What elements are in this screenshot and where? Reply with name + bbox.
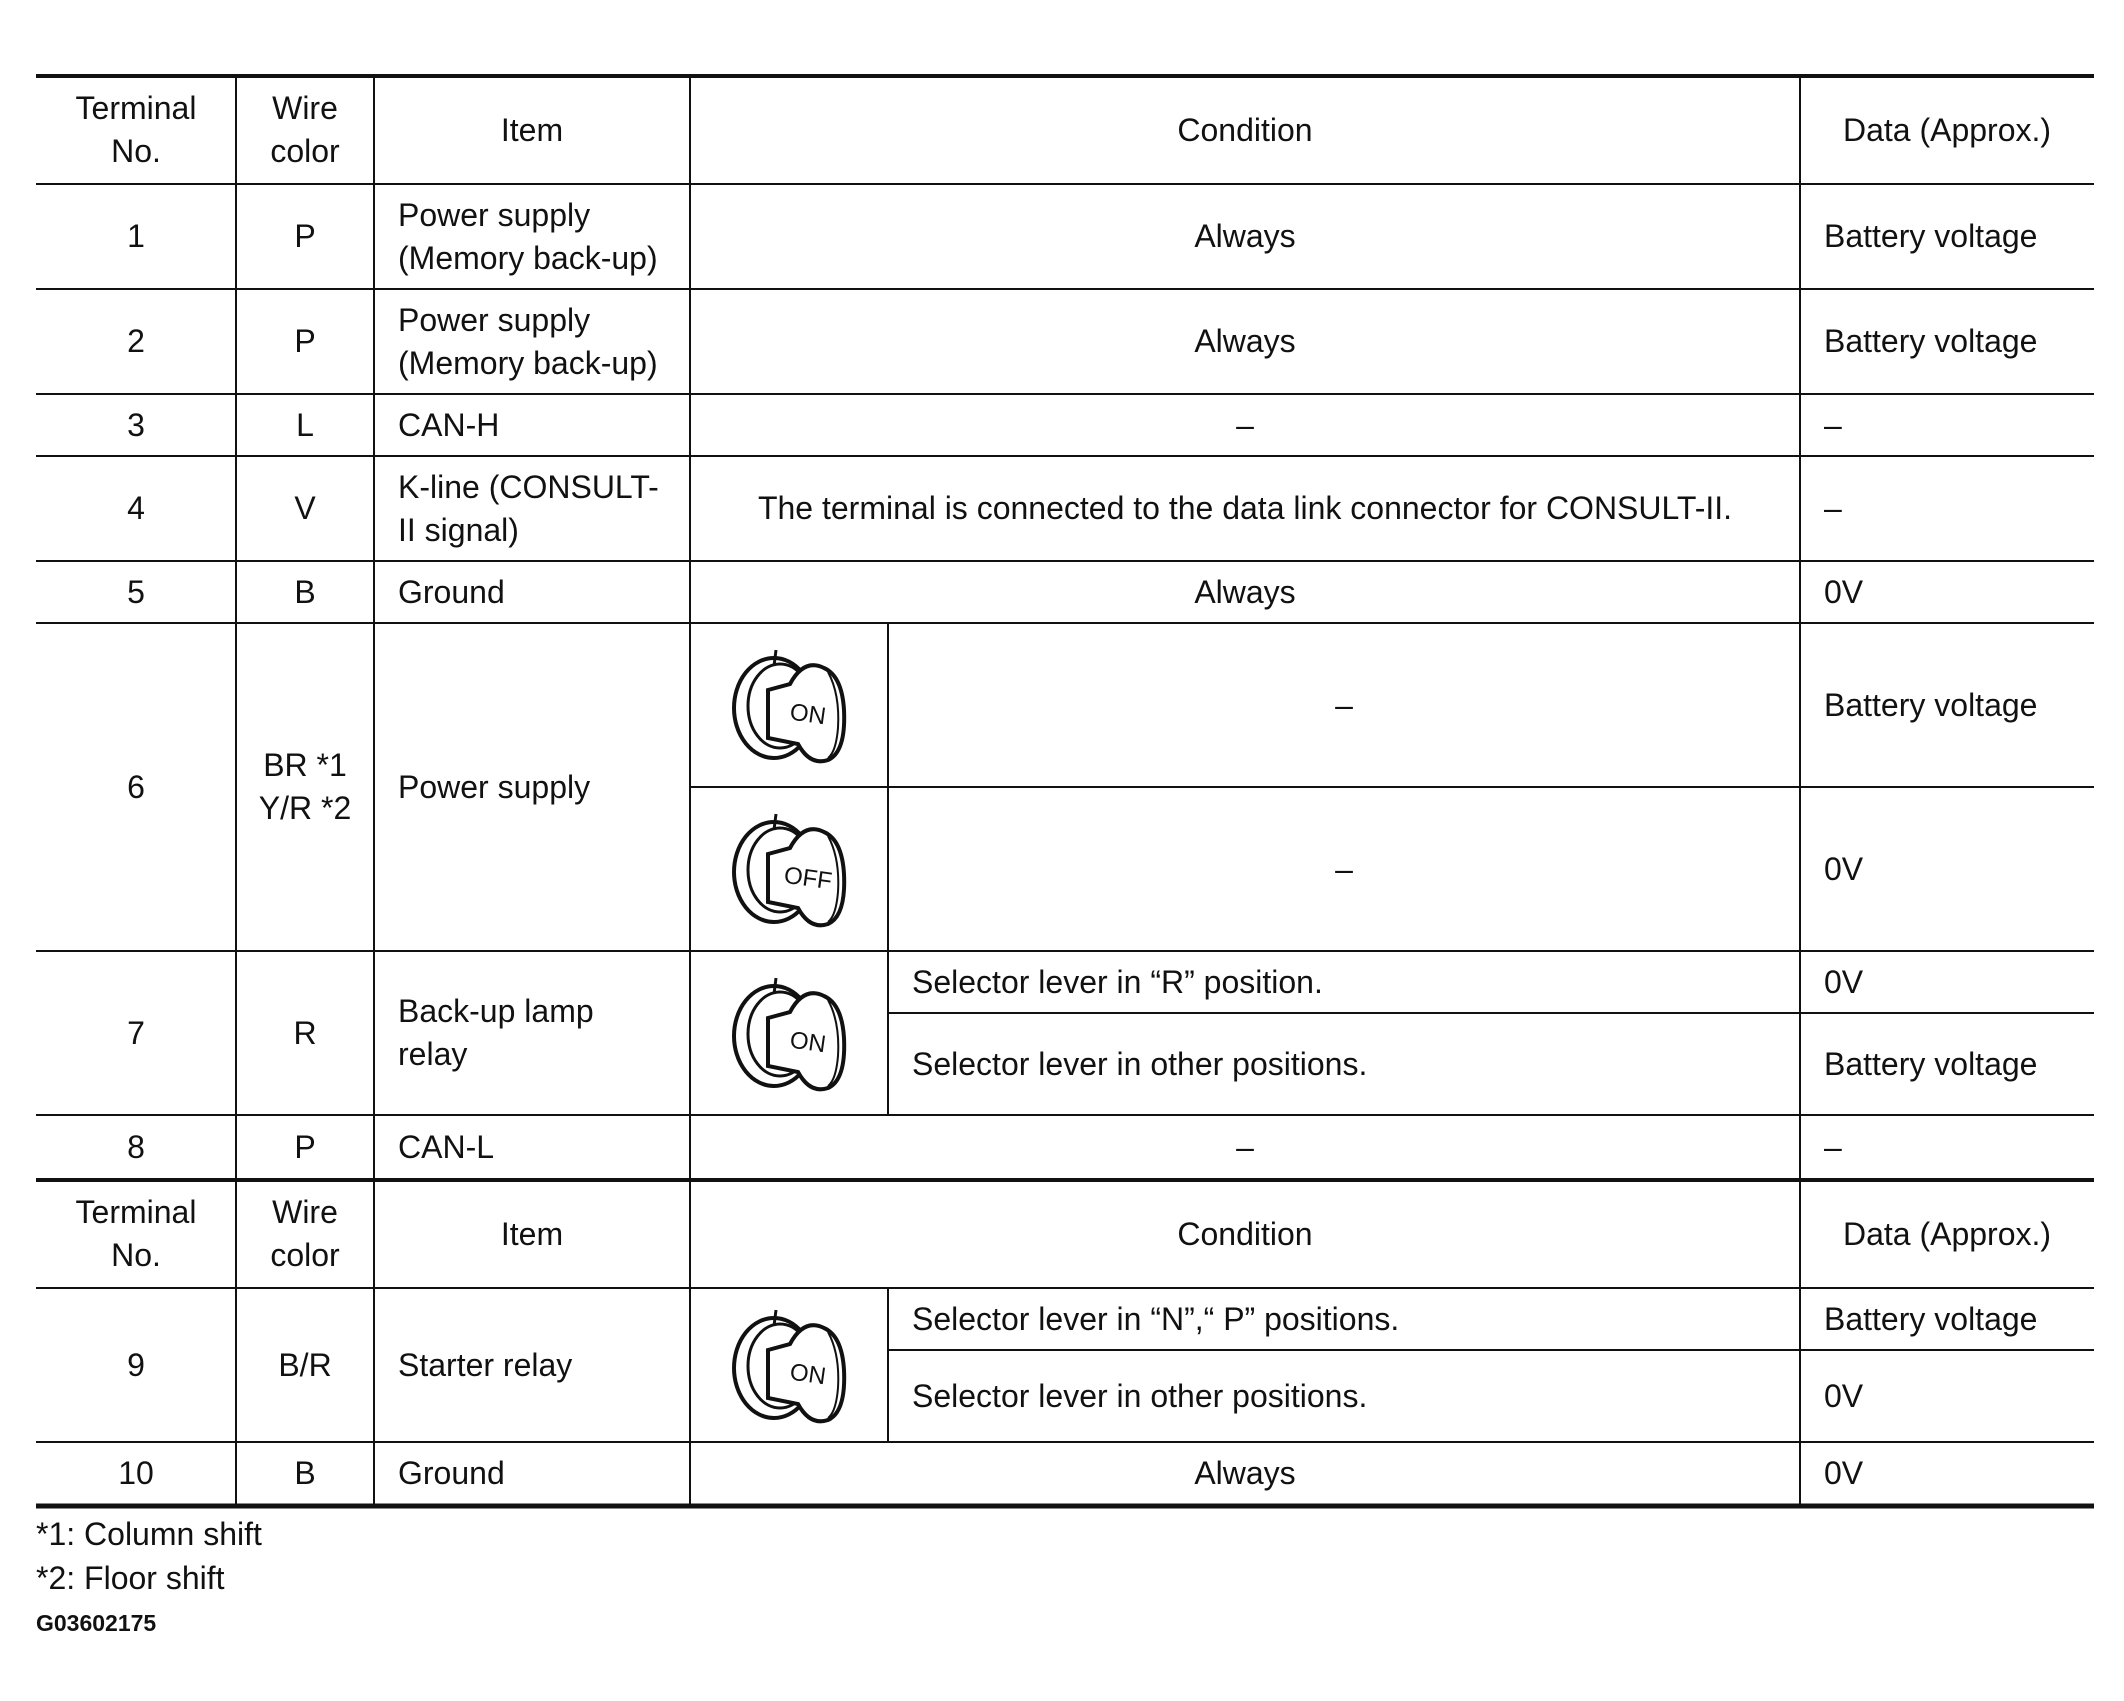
data-value: Battery voltage xyxy=(1824,1300,2038,1337)
ignition-key-icon xyxy=(724,1300,854,1430)
condition: The terminal is connected to the data link connector for CONSULT-II. xyxy=(757,490,1733,526)
key-position-label: ON xyxy=(788,698,828,731)
item-name: Starter relay xyxy=(398,1346,573,1383)
condition: Selector lever in other positions. xyxy=(912,1045,1368,1082)
data-value: Battery voltage xyxy=(1824,686,2038,723)
wire-color: B/R xyxy=(278,1346,332,1383)
condition: Always xyxy=(1194,1454,1296,1491)
terminal-no: 7 xyxy=(127,1014,145,1051)
data-value: – xyxy=(1824,1129,1842,1165)
item-name: Power supply xyxy=(398,768,591,805)
item-name: Ground xyxy=(398,573,505,610)
condition: – xyxy=(1335,686,1353,723)
header-item: Item xyxy=(500,1215,564,1252)
condition: Selector lever in “N”,“ P” positions. xyxy=(912,1300,1400,1337)
terminal-no: 9 xyxy=(127,1346,145,1383)
item-name: Power supply (Memory back-up) xyxy=(398,196,658,276)
terminal-no: 1 xyxy=(127,218,145,254)
header-condition: Condition xyxy=(1177,1215,1313,1252)
key-position-label: ON xyxy=(788,1026,828,1059)
ignition-key-icon xyxy=(724,968,854,1098)
terminal-no: 8 xyxy=(127,1129,145,1165)
wire-color: V xyxy=(294,490,316,526)
terminal-no: 6 xyxy=(127,768,145,805)
key-position-label: OFF xyxy=(782,861,834,896)
key-position-label: ON xyxy=(788,1358,828,1391)
data-value: 0V xyxy=(1824,573,1864,610)
condition: Selector lever in “R” position. xyxy=(912,963,1323,1000)
data-value: 0V xyxy=(1824,1454,1864,1491)
terminal-no: 4 xyxy=(127,490,145,526)
terminal-no: 10 xyxy=(118,1454,154,1491)
data-value: 0V xyxy=(1824,1377,1864,1414)
data-value: – xyxy=(1824,406,1842,443)
wire-color: P xyxy=(294,218,316,254)
condition: – xyxy=(1236,1129,1254,1165)
item-name: Power supply (Memory back-up) xyxy=(398,301,658,381)
data-value: 0V xyxy=(1824,963,1864,1000)
ignition-key-icon xyxy=(724,804,854,934)
header-wire-color: Wire color xyxy=(270,90,340,169)
wire-color: B xyxy=(294,573,316,610)
item-name: K-line (CONSULT- II signal) xyxy=(398,468,659,548)
condition: Always xyxy=(1194,573,1296,610)
terminal-no: 3 xyxy=(127,406,145,443)
item-name: CAN-H xyxy=(398,406,500,443)
data-value: Battery voltage xyxy=(1824,1045,2038,1082)
data-value: 0V xyxy=(1824,850,1864,887)
condition: Selector lever in other positions. xyxy=(912,1377,1368,1414)
data-value: – xyxy=(1824,490,1842,526)
condition: – xyxy=(1236,406,1254,443)
wire-color: P xyxy=(294,323,316,359)
wire-color: L xyxy=(296,406,314,443)
footnote-column-shift: *1: Column shift xyxy=(36,1516,262,1552)
terminal-table xyxy=(36,74,2094,1509)
wire-color: B xyxy=(294,1454,316,1491)
header-item: Item xyxy=(500,111,564,148)
item-name: Ground xyxy=(398,1454,505,1491)
wire-color: P xyxy=(294,1129,316,1165)
header-terminal-no: Terminal No. xyxy=(75,90,197,169)
condition: Always xyxy=(1194,218,1296,254)
terminal-no: 2 xyxy=(127,323,145,359)
data-value: Battery voltage xyxy=(1824,218,2038,254)
header-condition: Condition xyxy=(1177,111,1313,148)
figure-code: G03602175 xyxy=(36,1610,157,1636)
item-name: Back-up lamp relay xyxy=(398,993,594,1072)
wire-color: R xyxy=(293,1014,317,1051)
condition: Always xyxy=(1194,323,1296,359)
header-terminal-no: Terminal No. xyxy=(75,1194,197,1273)
item-name: CAN-L xyxy=(398,1129,495,1165)
header-wire-color: Wire color xyxy=(270,1194,340,1273)
header-data: Data (Approx.) xyxy=(1842,111,2052,148)
footnote-floor-shift: *2: Floor shift xyxy=(36,1560,225,1596)
ignition-key-icon xyxy=(724,640,854,770)
wire-color: BR *1 Y/R *2 xyxy=(258,747,352,826)
condition: – xyxy=(1335,850,1353,887)
data-value: Battery voltage xyxy=(1824,323,2038,359)
terminal-no: 5 xyxy=(127,573,145,610)
header-data: Data (Approx.) xyxy=(1842,1215,2052,1252)
